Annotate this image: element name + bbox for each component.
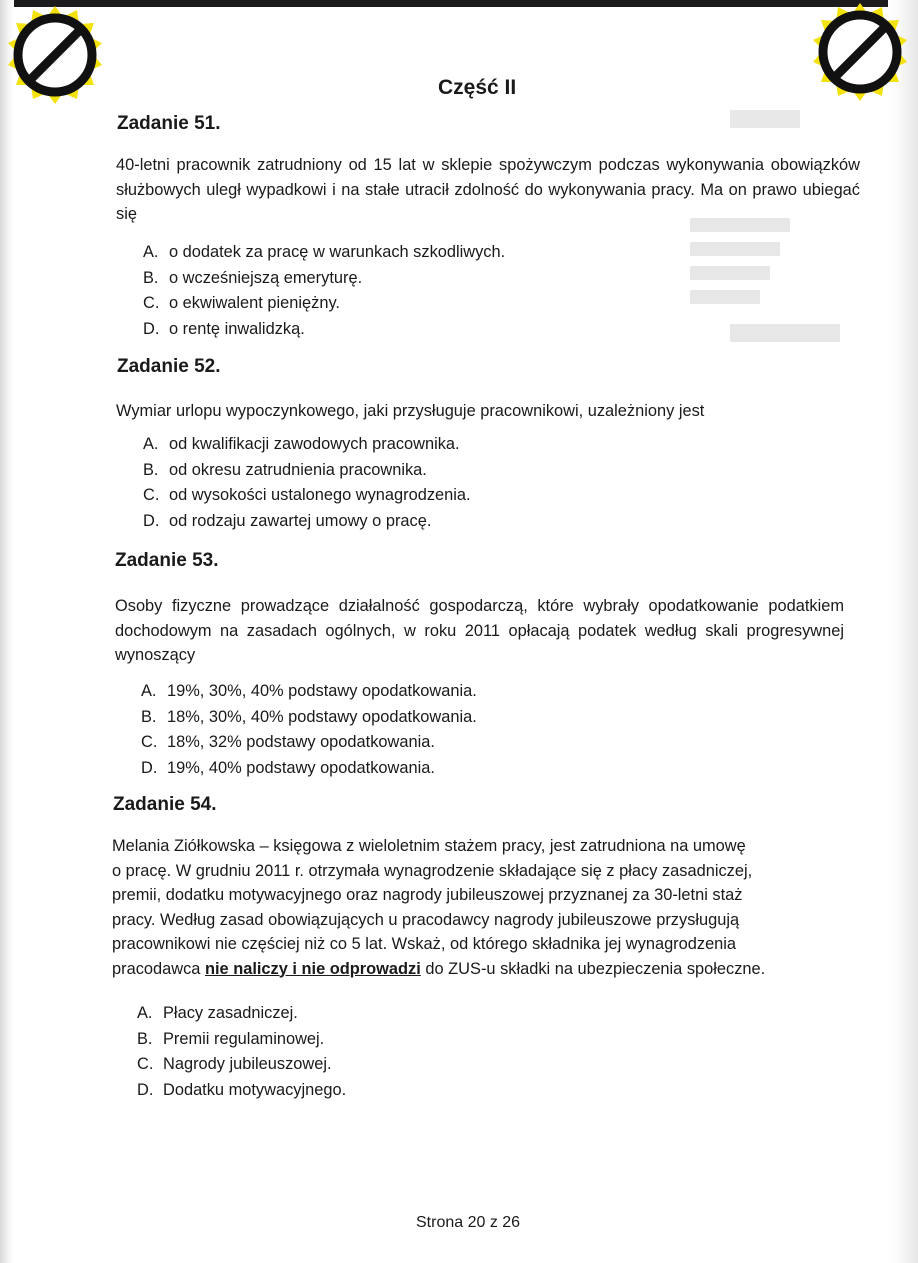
task-title-52: Zadanie 52. <box>117 356 221 377</box>
options-52 <box>143 432 471 534</box>
question-line: premii, dodatku motywacyjnego oraz nagrody jubileuszowej przyznanej za 30-letni staż <box>112 886 743 904</box>
option-d: D. 19%, 40% podstawy opodatkowania. <box>141 758 435 777</box>
page-edge-right <box>888 0 918 1263</box>
task-title-53: Zadanie 53. <box>115 550 219 571</box>
options-51 <box>143 240 505 342</box>
option-d: D. od rodzaju zawartej umowy o pracę. <box>143 511 432 530</box>
option-a: A. Płacy zasadniczej. <box>137 1004 298 1022</box>
question-line-last: pracodawca nie naliczy i nie odprowadzi do ZUS-u składki na ubezpieczenia społeczne. <box>112 959 766 978</box>
option-d: D. o rentę inwalidzką. <box>143 319 305 338</box>
option-a: A. o dodatek za pracę w warunkach szkodliwych. <box>143 243 506 261</box>
task-question-54 <box>112 834 844 981</box>
option-c: C. od wysokości ustalonego wynagrodzenia. <box>143 486 471 504</box>
question-line: Melania Ziółkowska – księgowa z wieloletnim stażem pracy, jest zatrudniona na umowę <box>112 837 746 855</box>
option-c: C. o ekwiwalent pieniężny. <box>143 294 340 312</box>
options-53 <box>141 679 477 781</box>
prohibition-badge-icon <box>810 2 910 102</box>
option-c: C. Nagrody jubileuszowej. <box>137 1055 332 1073</box>
task-question-51: 40-letni pracownik zatrudniony od 15 lat w sklepie spożywczym podczas wykonywania obowiązków służbowych uległ wypadkowi i na stałe utracił zdolność do wykonywania pracy. Ma on prawo ubiegać się <box>116 156 860 223</box>
question-line: pracy. Według zasad obowiązujących u pracodawcy nagrody jubileuszowe przysługują <box>112 910 740 929</box>
task-title-54: Zadanie 54. <box>113 794 217 815</box>
question-line: pracownikowi nie częściej niż co 5 lat. Wskaż, od którego składnika jej wynagrodzenia <box>112 935 737 953</box>
question-line: o pracę. W grudniu 2011 r. otrzymała wynagrodzenie składające się z płacy zasadniczej, <box>112 861 753 880</box>
task-question-53: Osoby fizyczne prowadzące działalność gospodarczą, które wybrały opodatkowanie podatkiem dochodowym na zasadach ogólnych, w roku 2011 opłacają podatek według skali progresywnej wynoszący <box>115 597 844 664</box>
page-number: Strona 20 z 26 <box>416 1214 521 1231</box>
question-emphasis: nie naliczy i nie odprowadzi <box>204 959 421 978</box>
prohibition-badge-icon <box>5 5 105 105</box>
option-b: B. 18%, 30%, 40% podstawy opodatkowania. <box>141 707 477 726</box>
part-title: Część II <box>438 76 517 99</box>
option-b: B. Premii regulaminowej. <box>137 1029 325 1048</box>
option-b: B. o wcześniejszą emeryturę. <box>143 268 363 287</box>
option-b: B. od okresu zatrudnienia pracownika. <box>143 460 427 479</box>
option-a: A. 19%, 30%, 40% podstawy opodatkowania. <box>141 682 477 700</box>
option-d: D. Dodatku motywacyjnego. <box>137 1080 347 1099</box>
task-question-52: Wymiar urlopu wypoczynkowego, jaki przysługuje pracownikowi, uzależniony jest <box>116 402 705 420</box>
page-edge-left <box>0 0 14 1263</box>
option-c: C. 18%, 32% podstawy opodatkowania. <box>141 733 435 751</box>
task-title-51: Zadanie 51. <box>117 113 221 134</box>
options-54 <box>137 1001 346 1103</box>
scan-top-bar <box>0 0 918 7</box>
option-a: A. od kwalifikacji zawodowych pracownika. <box>143 435 460 453</box>
